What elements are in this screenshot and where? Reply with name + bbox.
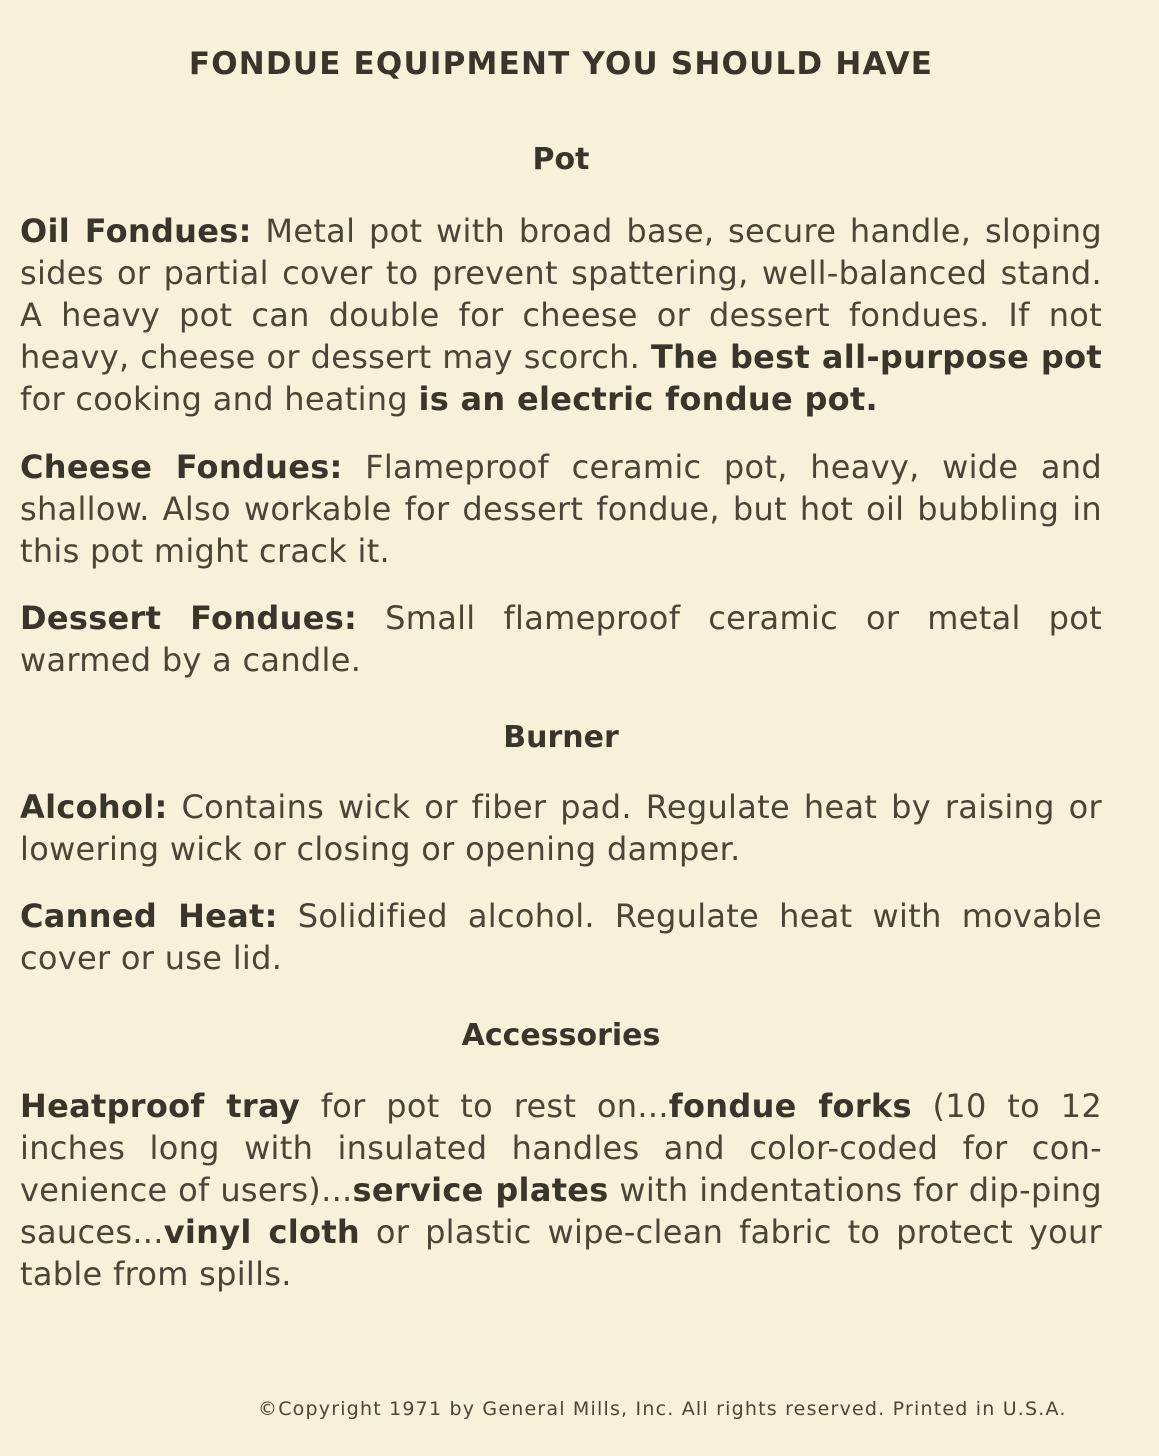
alcohol-text: Contains wick or fiber pad. Regulate heat by raising or lowering wick or closing or opening damper. (20, 788, 1102, 868)
section-heading-accessories: Accessories (461, 1018, 661, 1053)
oil-fondues-text: Metal pot with broad base, secure handle, sloping sides or partial cover to prevent spattering, well-balanced stand. A heavy pot can double for cheese or dessert fondues. If not heavy, cheese or dessert may scorch. (20, 212, 1103, 376)
term-service-plates: service plates (352, 1171, 609, 1209)
copyright-notice: ©Copyright 1971 by General Mills, Inc. All rights reserved. Printed in U.S.A. (258, 1398, 1067, 1420)
term-fondue-forks: fondue forks (668, 1087, 912, 1125)
electric-fondue-pot: is an electric fondue pot. (418, 380, 879, 418)
paragraph-oil-fondues (20, 210, 1102, 420)
accessories-text-1: for pot to rest on... (300, 1087, 669, 1125)
oil-fondues-text-2: for cooking and heating (20, 380, 419, 418)
paragraph-alcohol (20, 786, 1102, 870)
best-all-purpose-pot: The best all-purpose pot (650, 338, 1102, 376)
page-title: FONDUE EQUIPMENT YOU SHOULD HAVE (188, 46, 934, 82)
accessories-text-3: with indentations for dip-ping sauces... (20, 1171, 1102, 1251)
paragraph-canned-heat (20, 895, 1102, 979)
term-alcohol: Alcohol: (20, 788, 168, 826)
term-oil-fondues: Oil Fondues: (20, 212, 252, 250)
section-heading-burner: Burner (503, 720, 619, 755)
term-heatproof-tray: Heatproof tray (20, 1087, 301, 1125)
accessories-text-4: or plastic wipe-clean fabric to protect your table from spills. (20, 1213, 1102, 1293)
section-heading-pot: Pot (532, 142, 590, 177)
term-vinyl-cloth: vinyl cloth (163, 1213, 361, 1251)
cheese-fondues-text: Flameproof ceramic pot, heavy, wide and shallow. Also workable for dessert fondue, but hot oil bubbling in this pot might crack it. (20, 448, 1103, 570)
term-cheese-fondues: Cheese Fondues: (20, 448, 343, 486)
accessories-text-2: (10 to 12 inches long with insulated handles and color-coded for con-venience of users)... (20, 1087, 1103, 1209)
paragraph-accessories (20, 1085, 1102, 1295)
paragraph-dessert-fondues (20, 597, 1102, 681)
paragraph-cheese-fondues (20, 446, 1102, 572)
term-dessert-fondues: Dessert Fondues: (20, 599, 358, 637)
canned-heat-text: Solidified alcohol. Regulate heat with movable cover or use lid. (20, 897, 1102, 977)
dessert-fondues-text: Small flameproof ceramic or metal pot warmed by a candle. (20, 599, 1102, 679)
term-canned-heat: Canned Heat: (20, 897, 278, 935)
